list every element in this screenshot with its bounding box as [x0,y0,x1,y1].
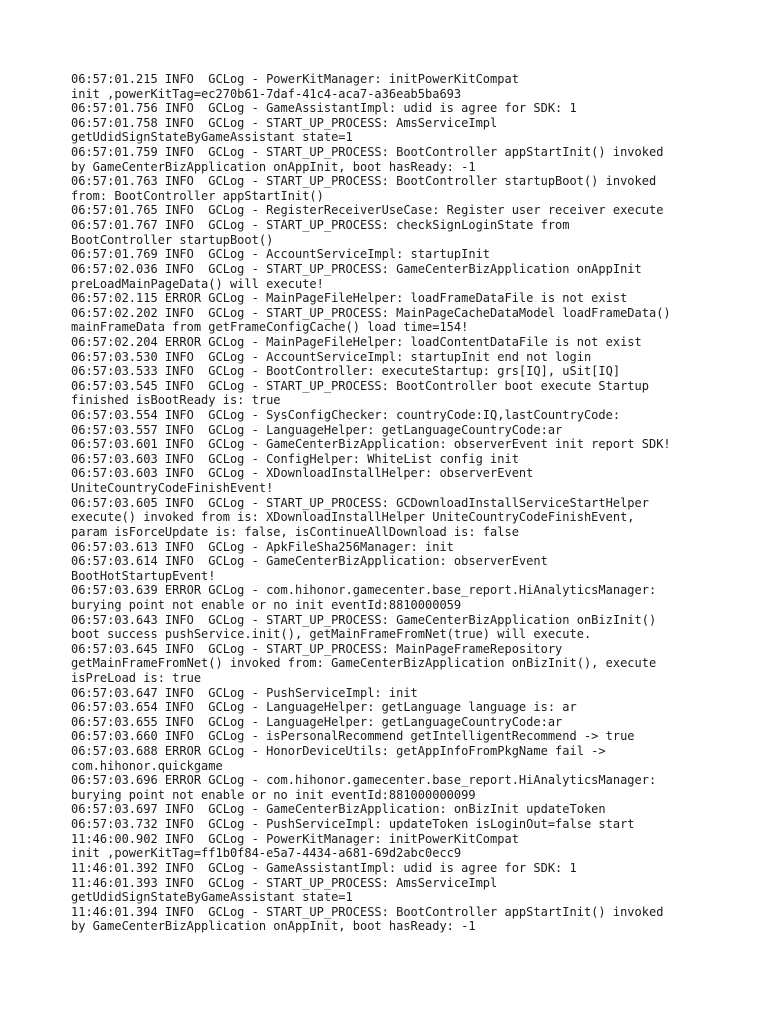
log-line: 06:57:01.763 INFO GCLog - START_UP_PROCESS: BootController startupBoot() invoked [71,174,657,189]
log-line: 06:57:03.645 INFO GCLog - START_UP_PROCESS: MainPageFrameRepository [71,641,563,656]
log-line: preLoadMainPageData() will execute! [71,276,324,291]
log-line: getUdidSignStateByGameAssistant state=1 [71,890,353,905]
log-line: UniteCountryCodeFinishEvent! [71,481,274,496]
log-line: 06:57:03.732 INFO GCLog - PushServiceImpl: updateToken isLoginOut=false start [71,817,635,832]
log-line: 11:46:01.393 INFO GCLog - START_UP_PROCESS: AmsServiceImpl [71,875,498,890]
log-line: 06:57:03.601 INFO GCLog - GameCenterBizApplication: observerEvent init report SDK! [71,437,671,452]
log-line: 06:57:02.036 INFO GCLog - START_UP_PROCESS: GameCenterBizApplication onAppInit [71,261,642,276]
log-line: 06:57:03.530 INFO GCLog - AccountServiceImpl: startupInit end not login [71,349,592,364]
log-line: boot success pushService.init(), getMainFrameFromNet(true) will execute. [71,627,592,642]
log-line: 06:57:01.769 INFO GCLog - AccountServiceImpl: startupInit [71,247,491,262]
log-line: 06:57:03.545 INFO GCLog - START_UP_PROCESS: BootController boot execute Startup [71,378,649,393]
log-line: 06:57:03.603 INFO GCLog - ConfigHelper: WhiteList config init [71,451,519,466]
log-line: isPreLoad is: true [71,670,202,685]
log-line: 06:57:02.202 INFO GCLog - START_UP_PROCESS: MainPageCacheDataModel loadFrameData() [71,305,671,320]
log-line: 06:57:03.688 ERROR GCLog - HonorDeviceUtils: getAppInfoFromPkgName fail -> [71,744,606,759]
log-line: init ,powerKitTag=ec270b61-7daf-41c4-aca7-a36eab5ba693 [71,86,462,101]
log-line: com.hihonor.quickgame [71,758,223,773]
log-line: 06:57:03.697 INFO GCLog - GameCenterBizApplication: onBizInit updateToken [71,802,606,817]
log-line: execute() invoked from is: XDownloadInstallHelper UniteCountryCodeFinishEvent, [71,510,635,525]
log-line: 06:57:03.660 INFO GCLog - isPersonalRecommend getIntelligentRecommend -> true [71,729,635,744]
log-line: 06:57:03.643 INFO GCLog - START_UP_PROCESS: GameCenterBizApplication onBizInit() [71,612,657,627]
log-line: by GameCenterBizApplication onAppInit, boot hasReady: -1 [71,919,476,934]
log-line: BootController startupBoot() [71,232,274,247]
log-line: 06:57:01.758 INFO GCLog - START_UP_PROCESS: AmsServiceImpl [71,115,498,130]
log-line: 06:57:02.204 ERROR GCLog - MainPageFileHelper: loadContentDataFile is not exist [71,334,642,349]
log-line: 06:57:03.605 INFO GCLog - START_UP_PROCESS: GCDownloadInstallServiceStartHelper [71,495,649,510]
log-line: finished isBootReady is: true [71,393,281,408]
log-line: 06:57:01.765 INFO GCLog - RegisterReceiverUseCase: Register user receiver execute [71,203,664,218]
log-line: getMainFrameFromNet() invoked from: GameCenterBizApplication onBizInit(), execute [71,656,657,671]
log-line: mainFrameData from getFrameConfigCache() load time=154! [71,320,469,335]
log-line: 06:57:01.215 INFO GCLog - PowerKitManager: initPowerKitCompat [71,72,519,86]
log-line: getUdidSignStateByGameAssistant state=1 [71,130,353,145]
log-line: 06:57:02.115 ERROR GCLog - MainPageFileHelper: loadFrameDataFile is not exist [71,291,628,306]
log-line: burying point not enable or no init eventId:8810000059 [71,597,462,612]
log-line: 11:46:00.902 INFO GCLog - PowerKitManager: initPowerKitCompat [71,831,519,846]
log-text-block [71,72,711,934]
log-line: BootHotStartupEvent! [71,568,216,583]
log-line: 06:57:03.696 ERROR GCLog - com.hihonor.gamecenter.base_report.HiAnalyticsManager: [71,773,657,788]
log-line: param isForceUpdate is: false, isContinueAllDownload is: false [71,524,519,539]
log-line: 06:57:01.756 INFO GCLog - GameAssistantImpl: udid is agree for SDK: 1 [71,101,577,116]
log-line: init ,powerKitTag=ff1b0f84-e5a7-4434-a681-69d2abc0ecc9 [71,846,462,861]
log-line: 06:57:03.557 INFO GCLog - LanguageHelper: getLanguageCountryCode:ar [71,422,563,437]
log-line: 06:57:03.647 INFO GCLog - PushServiceImpl: init [71,685,418,700]
log-line: 06:57:03.654 INFO GCLog - LanguageHelper: getLanguage language is: ar [71,700,577,715]
log-line: 06:57:03.603 INFO GCLog - XDownloadInstallHelper: observerEvent [71,466,534,481]
log-line: 06:57:03.613 INFO GCLog - ApkFileSha256Manager: init [71,539,454,554]
log-line: 06:57:01.767 INFO GCLog - START_UP_PROCESS: checkSignLoginState from [71,218,570,233]
log-line: 06:57:03.614 INFO GCLog - GameCenterBizApplication: observerEvent [71,554,548,569]
log-line: 06:57:03.655 INFO GCLog - LanguageHelper: getLanguageCountryCode:ar [71,714,563,729]
log-line: 06:57:01.759 INFO GCLog - START_UP_PROCESS: BootController appStartInit() invoked [71,145,664,160]
log-line: by GameCenterBizApplication onAppInit, boot hasReady: -1 [71,159,476,174]
log-line: 06:57:03.533 INFO GCLog - BootController: executeStartup: grs[IQ], uSit[IQ] [71,364,621,379]
log-line: 11:46:01.392 INFO GCLog - GameAssistantImpl: udid is agree for SDK: 1 [71,860,577,875]
log-line: 06:57:03.554 INFO GCLog - SysConfigChecker: countryCode:IQ,lastCountryCode: [71,408,621,423]
log-line: from: BootController appStartInit() [71,188,324,203]
log-line: burying point not enable or no init eventId:881000000099 [71,787,476,802]
log-line: 06:57:03.639 ERROR GCLog - com.hihonor.gamecenter.base_report.HiAnalyticsManager: [71,583,657,598]
log-line: 11:46:01.394 INFO GCLog - START_UP_PROCESS: BootController appStartInit() invoked [71,904,664,919]
